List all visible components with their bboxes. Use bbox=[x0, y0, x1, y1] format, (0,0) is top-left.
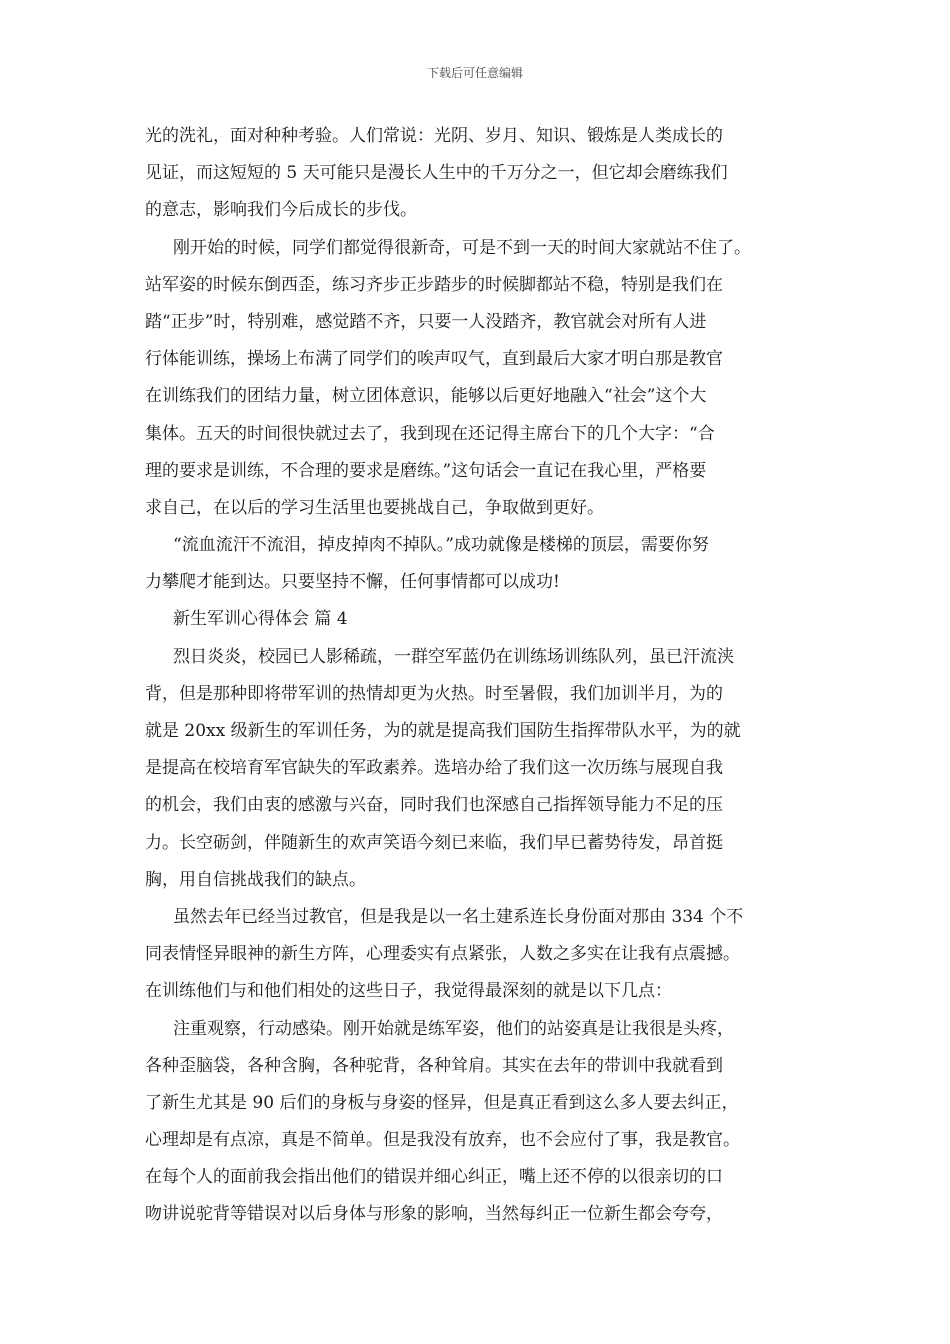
document-body bbox=[145, 118, 810, 1234]
text-line: 新生军训心得体会 篇 4 bbox=[173, 609, 348, 630]
text-line: 了新生尤其是 90 后们的身板与身姿的怪异，但是真正看到这么多人要去纠正， bbox=[145, 1092, 739, 1113]
text-line: 烈日炎炎，校园已人影稀疏，一群空军蓝仍在训练场训练队列，虽已汗流浃 bbox=[173, 646, 734, 667]
text-line: “流血流汗不流泪，掉皮掉肉不掉队。”成功就像是楼梯的顶层，需要你努 bbox=[173, 535, 709, 556]
text-line: 力攀爬才能到达。只要坚持不懈，任何事情都可以成功! bbox=[145, 572, 560, 593]
text-line: 在每个人的面前我会指出他们的错误并细心纠正，嘴上还不停的以很亲切的口 bbox=[145, 1167, 723, 1188]
text-line: 刚开始的时候，同学们都觉得很新奇，可是不到一天的时间大家就站不住了。 bbox=[173, 237, 751, 258]
text-line: 就是 20xx 级新生的军训任务，为的就是提高我们国防生指挥带队水平，为的就 bbox=[145, 721, 741, 741]
text-line: 见证，而这短短的 5 天可能只是漫长人生中的千万分之一，但它却会磨练我们 bbox=[145, 163, 728, 184]
text-line: 行体能训练，操场上布满了同学们的唉声叹气，直到最后大家才明白那是教官 bbox=[145, 349, 723, 370]
text-line: 求自己，在以后的学习生活里也要挑战自己，争取做到更好。 bbox=[145, 497, 604, 518]
text-line: 踏“正步”时，特别难，感觉踏不齐，只要一人没踏齐，教官就会对所有人进 bbox=[145, 311, 707, 332]
text-line: 站军姿的时候东倒西歪，练习齐步正步踏步的时候脚都站不稳，特别是我们在 bbox=[145, 274, 723, 295]
text-line: 的机会，我们由衷的感激与兴奋，同时我们也深感自己指挥领导能力不足的压 bbox=[145, 795, 723, 816]
text-line: 注重观察，行动感染。刚开始就是练军姿，他们的站姿真是让我很是头疼， bbox=[173, 1018, 734, 1039]
page-header-note: 下载后可任意编辑 bbox=[426, 66, 523, 80]
text-line: 是提高在校培育军官缺失的军政素养。选培办给了我们这一次历练与展现自我 bbox=[145, 758, 723, 779]
text-line: 在训练他们与和他们相处的这些日子，我觉得最深刻的就是以下几点： bbox=[145, 981, 672, 1002]
text-line: 心理却是有点凉，真是不简单。但是我没有放弃，也不会应付了事，我是教官。 bbox=[145, 1130, 740, 1151]
text-line: 集体。五天的时间很快就过去了，我到现在还记得主席台下的几个大字：“合 bbox=[145, 423, 715, 444]
text-line: 同表情怪异眼神的新生方阵，心理委实有点紧张，人数之多实在让我有点震撼。 bbox=[145, 944, 740, 965]
text-line: 胸，用自信挑战我们的缺点。 bbox=[145, 869, 366, 890]
text-line: 各种歪脑袋，各种含胸，各种驼背，各种耸肩。其实在去年的带训中我就看到 bbox=[145, 1055, 723, 1076]
text-line: 吻讲说驼背等错误对以后身体与形象的影响，当然每纠正一位新生都会夸夸， bbox=[145, 1204, 723, 1225]
text-line: 虽然去年已经当过教官，但是我是以一名土建系连长身份面对那由 334 个不 bbox=[173, 906, 744, 927]
text-line: 在训练我们的团结力量，树立团体意识，能够以后更好地融入“社会”这个大 bbox=[145, 386, 707, 407]
text-line: 的意志，影响我们今后成长的步伐。 bbox=[145, 200, 417, 221]
text-line: 背，但是那种即将带军训的热情却更为火热。时至暑假，我们加训半月，为的 bbox=[145, 683, 723, 704]
text-line: 力。长空砺剑，伴随新生的欢声笑语今刻已来临，我们早已蓄势待发，昂首挺 bbox=[145, 832, 723, 853]
text-line: 理的要求是训练，不合理的要求是磨练。”这句话会一直记在我心里，严格要 bbox=[145, 460, 707, 481]
text-line: 光的洗礼，面对种种考验。人们常说：光阴、岁月、知识、锻炼是人类成长的 bbox=[145, 126, 723, 146]
